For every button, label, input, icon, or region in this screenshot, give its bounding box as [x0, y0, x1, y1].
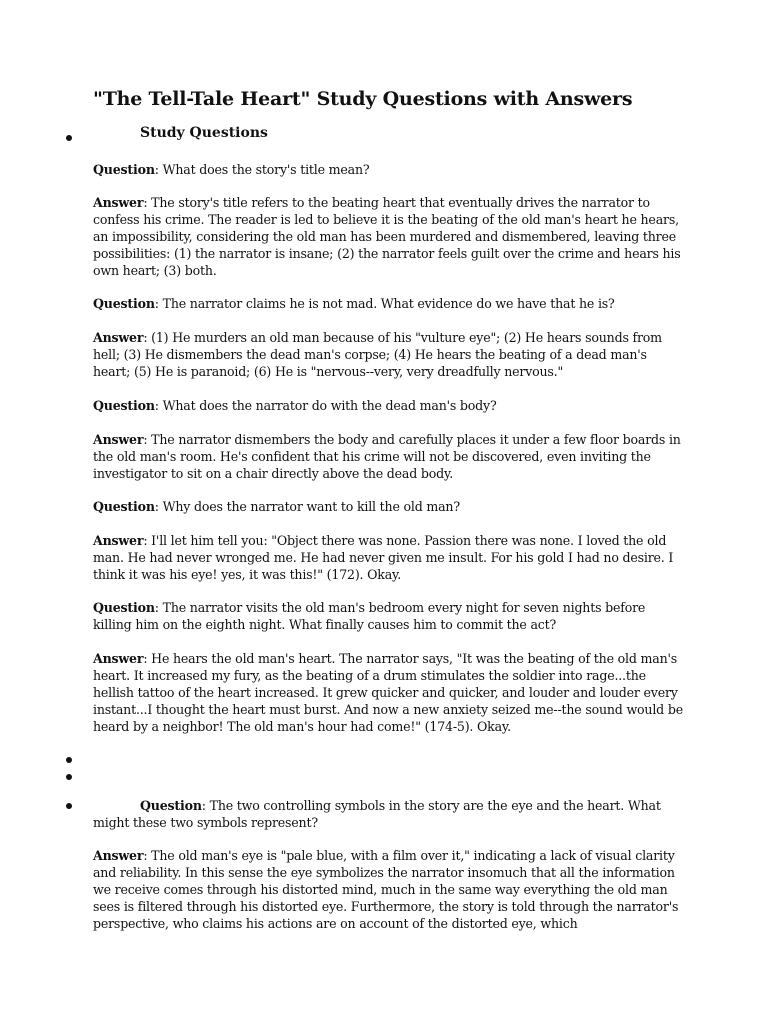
question-4	[93, 498, 683, 515]
bullet-study-questions	[66, 135, 72, 141]
question-1	[93, 161, 683, 178]
question-label: Question	[93, 162, 155, 177]
bullet-empty-1	[66, 757, 72, 763]
question-text: : Why does the narrator want to kill the old man?	[154, 499, 460, 514]
question-symbols	[93, 797, 683, 831]
question-3	[93, 397, 683, 414]
answer-2	[93, 329, 683, 380]
answer-symbols	[93, 847, 683, 932]
answer-label: Answer	[93, 195, 144, 210]
question-text: : The narrator visits the old man's bedroom every night for seven nights before killing him on the eighth night. What finally causes him to commit the act?	[93, 600, 646, 632]
answer-text: : The old man's eye is "pale blue, with a film over it," indicating a lack of visual clarity and reliability. In this sense the eye symbolizes the narrator insomuch that all the information we receive comes through his distorted mind, much in the same way everything the old man sees is filtered through his distorted eye. Furthermore, the story is told through the narrator's perspective, who claims his actions are on account of the distorted eye, which	[93, 848, 679, 931]
answer-label: Answer	[93, 651, 144, 666]
question-label: Question	[140, 798, 202, 813]
question-label: Question	[93, 499, 155, 514]
question-text: : What does the narrator do with the dead man's body?	[154, 398, 497, 413]
question-2	[93, 295, 683, 312]
answer-label: Answer	[93, 848, 144, 863]
question-text: : The two controlling symbols in the story are the eye and the heart. What might these two symbols represent?	[93, 798, 661, 830]
answer-label: Answer	[93, 533, 144, 548]
answer-3	[93, 431, 683, 482]
bullet-empty-2	[66, 774, 72, 780]
question-label: Question	[93, 398, 155, 413]
answer-text: : The story's title refers to the beating heart that eventually drives the narrator to confess his crime. The reader is led to believe it is the beating of the old man's heart he hears, an impossibility, considering the old man has been murdered and dismembered, leaving three possibilities: (1) the narrator is insane; (2) the narrator feels guilt over the crime and hears his own heart; (3) both.	[93, 195, 681, 278]
bullet-symbols	[66, 803, 72, 809]
answer-label: Answer	[93, 330, 144, 345]
answer-5	[93, 650, 683, 735]
page-title: "The Tell-Tale Heart" Study Questions with Answers	[93, 88, 633, 110]
answer-1	[93, 194, 683, 279]
answer-text: : The narrator dismembers the body and carefully places it under a few floor boards in the old man's room. He's confident that his crime will not be discovered, even inviting the investigator to sit on a chair directly above the dead body.	[93, 432, 681, 481]
question-text: : What does the story's title mean?	[154, 162, 370, 177]
answer-label: Answer	[93, 432, 144, 447]
answer-4	[93, 532, 683, 583]
question-label: Question	[93, 296, 155, 311]
question-text: : The narrator claims he is not mad. What evidence do we have that he is?	[154, 296, 615, 311]
question-label: Question	[93, 600, 155, 615]
question-5	[93, 599, 683, 633]
answer-text: : I'll let him tell you: "Object there was none. Passion there was none. I loved the old man. He had never wronged me. He had never given me insult. For his gold I had no desire. I think it was his eye! yes, it was this!" (172). Okay.	[93, 533, 674, 582]
answer-text: : (1) He murders an old man because of his "vulture eye"; (2) He hears sounds from hell; (3) He dismembers the dead man's corpse; (4) He hears the beating of a dead man's heart; (5) He is paranoid; (6) He is "nervous--very, very dreadfully nervous."	[93, 330, 662, 379]
answer-text: : He hears the old man's heart. The narrator says, "It was the beating of the old man's heart. It increased my fury, as the beating of a drum stimulates the soldier into rage...the hellish tattoo of the heart increased. It grew quicker and quicker, and louder and louder every instant...I thought the heart must burst. And now a new anxiety seized me--the sound would be heard by a neighbor! The old man's hour had come!" (174-5). Okay.	[93, 651, 683, 734]
section-heading: Study Questions	[140, 125, 268, 141]
